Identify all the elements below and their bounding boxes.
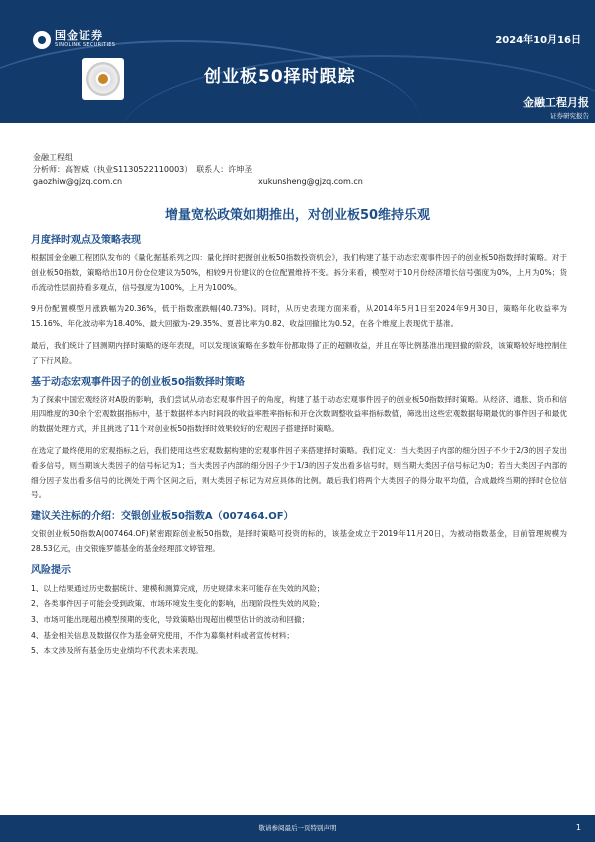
risk-item: 3、市场可能出现超出模型预期的变化，导致策略出现超出模型估计的波动和回撤； bbox=[31, 614, 310, 624]
paragraph: 9月份配置模型月涨跌幅为20.36%，低于指数涨跌幅(40.73%)。同时，从历史表现方面来看，从2014年5月1日至2024年9月30日，策略年化收益率为15.16%、年化波动率为18.40%、最大回撤为-29.35%、夏普比率为0.82、收益回撤比为0.52，在各个维度上表现优于基准。 bbox=[31, 304, 567, 329]
paragraph: 交银创业板50指数A(007464.OF)紧密跟踪创业板50指数，是择时策略可投资的标的，该基金成立于2019年11月20日，为被动指数基金，目前管理规模为28.53亿元，由交银施罗德基金的基金经理邵文婷管理。 bbox=[31, 529, 567, 553]
page-footer bbox=[0, 815, 595, 842]
disclaimer-note: 敬请参阅最后一页特别声明 bbox=[258, 824, 337, 832]
company-logo bbox=[33, 30, 115, 49]
section-heading: 风险提示 bbox=[31, 564, 71, 576]
paragraph: 根据国金金融工程团队发布的《量化掘基系列之四：量化择时把握创业板50指数投资机会》，我们构建了基于动态宏观事件因子的创业板50指数择时策略。对于创业板50指数，策略给出10月份仓位建议为50%，相较9月份建议的仓位配置维持不变。拆分来看，模型对于10月份经济增长信号强度为0%，上月为0%；货币流动性层面持看多观点，信号强度为100%，上月为100%。 bbox=[31, 253, 567, 292]
risk-item: 5、本文涉及所有基金历史业绩均不代表未来表现。 bbox=[31, 646, 203, 656]
contact-email[interactable]: xukunsheng@gjzq.com.cn bbox=[258, 177, 363, 186]
report-subtype: 证券研究报告 bbox=[550, 112, 589, 120]
qr-code-icon bbox=[82, 58, 124, 100]
report-type: 金融工程月报 bbox=[523, 96, 589, 109]
paragraph: 为了探索中国宏观经济对A股的影响，我们尝试从动态宏观事件因子的角度，构建了基于动态宏观事件因子的创业板50指数择时策略。从经济、通胀、货币和信用四维度的30余个宏观数据指标中，基于数据样本内时间段的收益率胜率指标和开仓次数调整收益率指标数值，筛选出这些宏观数据每期最优的事件因子和最优的数据处理方式，并且挑选了11个对创业板50指数择时效果较好的宏观因子搭建择时策略。 bbox=[31, 394, 567, 434]
report-header bbox=[0, 0, 595, 123]
report-body bbox=[31, 234, 567, 659]
main-headline: 增量宽松政策如期推出，对创业板50维持乐观 bbox=[164, 208, 431, 223]
logo-en-text: SINOLINK SECURITIES bbox=[55, 42, 116, 48]
report-title: 创业板50择时跟踪 bbox=[204, 67, 356, 87]
contact-info: 联系人：许坤圣 bbox=[196, 165, 253, 174]
paragraph: 在选定了最终使用的宏观指标之后，我们使用这些宏观数据构建的宏观事件因子来搭建择时策略。我们定义：当大类因子内部的细分因子不少于2/3的因子发出看多信号，则当期该大类因子的信号标记为1；当大类因子内部的细分因子少于1/3的因子发出看多信号时，则当期大类因子信号标记为0；若当大类因子内部的细分因子发出看多信号的比例处于两个区间之后，则大类因子标记为对应具体的比例。最后我们将两个大类因子的得分取平均值，合成最终当期的择时仓位信号。 bbox=[31, 445, 567, 500]
author-block bbox=[33, 152, 563, 188]
logo-cn-text: 国金证券 bbox=[55, 29, 103, 42]
team-name: 金融工程组 bbox=[33, 153, 73, 162]
risk-item: 1、以上结果通过历史数据统计、建模和测算完成，历史规律未来可能存在失效的风险； bbox=[31, 583, 325, 593]
risk-item: 2、各类事件因子可能会受到政策、市场环境发生变化的影响，出现阶段性失效的风险； bbox=[31, 599, 325, 609]
page-number: 1 bbox=[575, 823, 581, 832]
analyst-info: 分析师：高智威（执业S1130522110003） bbox=[33, 165, 193, 174]
report-date: 2024年10月16日 bbox=[495, 35, 581, 46]
sinolink-logo-icon bbox=[33, 31, 51, 49]
risk-item: 4、基金相关信息及数据仅作为基金研究使用，不作为募集材料或者宣传材料； bbox=[31, 630, 295, 640]
section-heading: 月度择时观点及策略表现 bbox=[31, 235, 141, 246]
paragraph: 最后，我们统计了回测期内择时策略的逐年表现，可以发现该策略在多数年份都取得了正的超额收益，并且在等比例基准出现回撤的阶段，该策略较好地控制住了下行风险。 bbox=[31, 340, 567, 365]
analyst-email[interactable]: gaozhiw@gjzq.com.cn bbox=[33, 177, 123, 186]
section-heading: 建议关注标的介绍：交银创业板50指数A（007464.OF） bbox=[31, 511, 294, 523]
section-heading: 基于动态宏观事件因子的创业板50指数择时策略 bbox=[31, 376, 245, 388]
